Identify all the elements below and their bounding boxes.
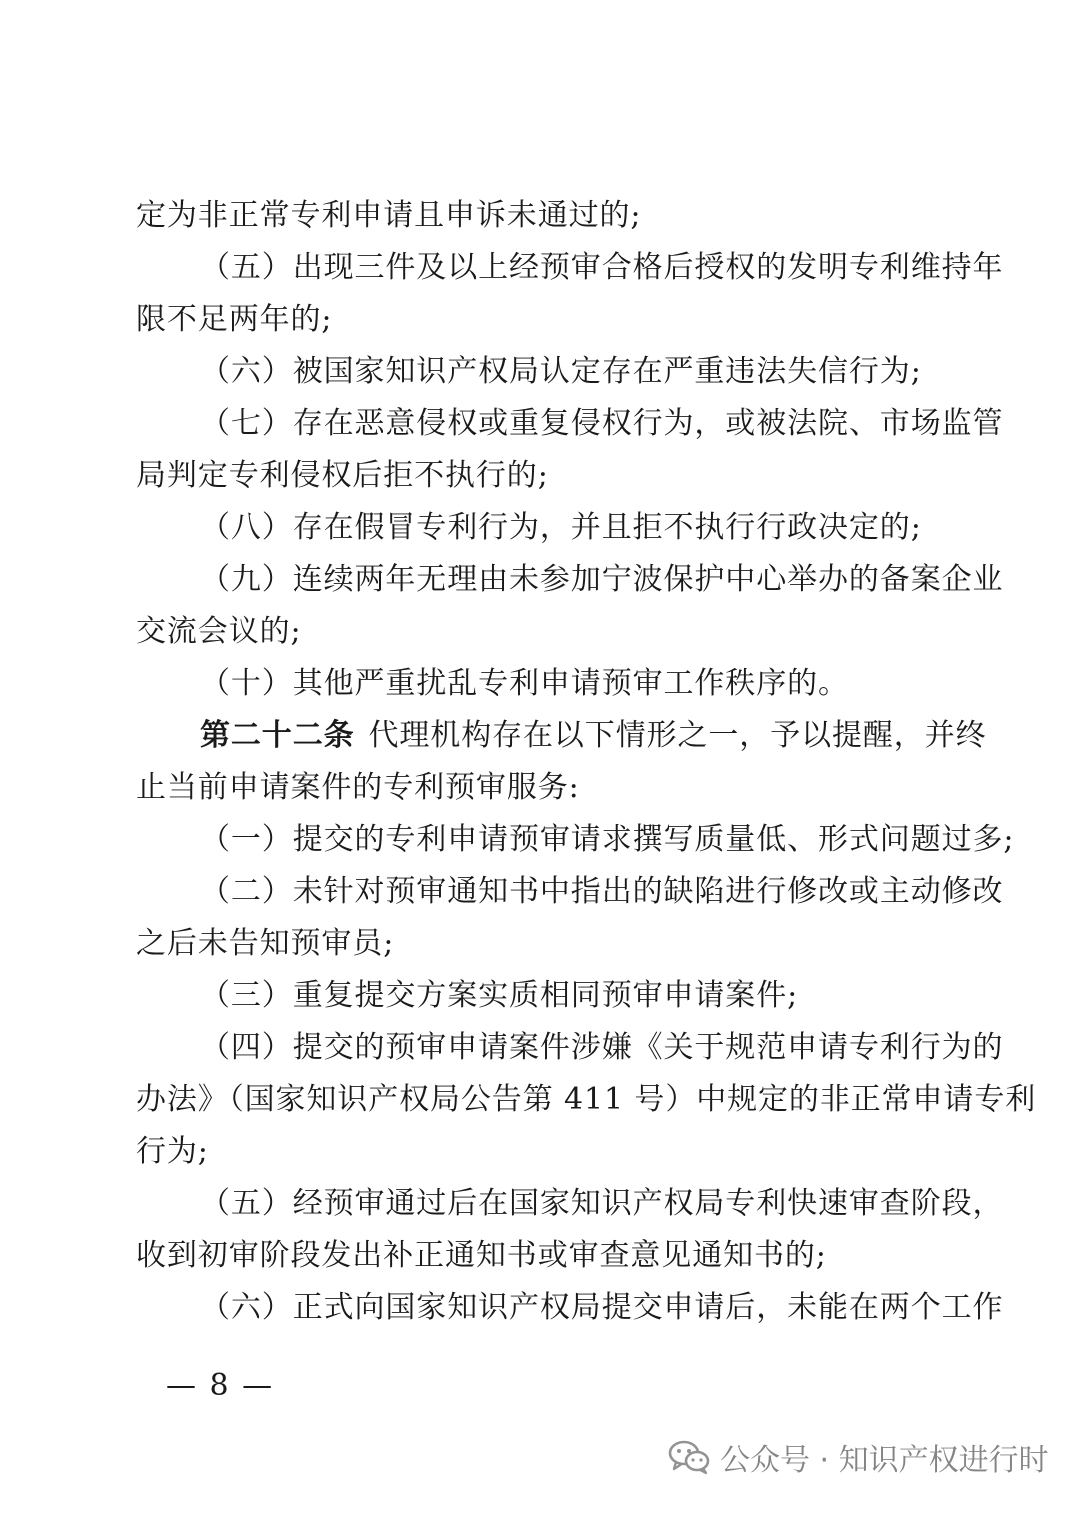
text-line: （六）正式向国家知识产权局提交申请后，未能在两个工作 <box>200 1290 1004 1325</box>
text-line: 定为非正常专利申请且申诉未通过的; <box>136 198 642 233</box>
text-line: 办法》（国家知识产权局公告第 411 号）中规定的非正常申请专利 <box>136 1082 1037 1117</box>
document-body <box>136 190 1037 1334</box>
watermark <box>668 1432 1049 1482</box>
text-line: （六）被国家知识产权局认定存在严重违法失信行为; <box>200 354 922 389</box>
text-line: （一）提交的专利申请预审请求撰写质量低、形式问题过多; <box>200 822 1015 857</box>
text-line: （八）存在假冒专利行为，并且拒不执行行政决定的; <box>200 510 922 545</box>
text-line: （四）提交的预审申请案件涉嫌《关于规范申请专利行为的 <box>200 1030 1004 1065</box>
watermark-label: 公众号 · 知识产权进行时 <box>720 1443 1049 1478</box>
text-line: 限不足两年的; <box>136 302 333 337</box>
wechat-icon <box>668 1439 710 1475</box>
text-line: （五）经预审通过后在国家知识产权局专利快速审查阶段， <box>200 1186 1004 1221</box>
text-line: 局判定专利侵权后拒不执行的; <box>136 458 549 493</box>
text-line: 止当前申请案件的专利预审服务: <box>136 770 580 805</box>
text-line: 之后未告知预审员; <box>136 926 395 961</box>
article-heading-line <box>136 710 987 762</box>
text-line: （二）未针对预审通知书中指出的缺陷进行修改或主动修改 <box>200 874 1004 909</box>
text-line: （十）其他严重扰乱专利申请预审工作秩序的。 <box>200 666 849 701</box>
text-line: （九）连续两年无理由未参加宁波保护中心举办的备案企业 <box>200 562 1004 597</box>
text-line: 收到初审阶段发出补正通知书或审查意见通知书的; <box>136 1238 827 1273</box>
text-line: （七）存在恶意侵权或重复侵权行为，或被法院、市场监管 <box>200 406 1004 441</box>
text-line: （五）出现三件及以上经预审合格后授权的发明专利维持年 <box>200 250 1004 285</box>
text-line: 交流会议的; <box>136 614 302 649</box>
article-text: 代理机构存在以下情形之一，予以提醒，并终 <box>368 718 987 753</box>
page-number: — 8 — <box>166 1368 275 1403</box>
text-line: 行为; <box>136 1134 209 1169</box>
text-line: （三）重复提交方案实质相同预审申请案件; <box>200 978 799 1013</box>
article-number: 第二十二条 <box>200 718 355 753</box>
